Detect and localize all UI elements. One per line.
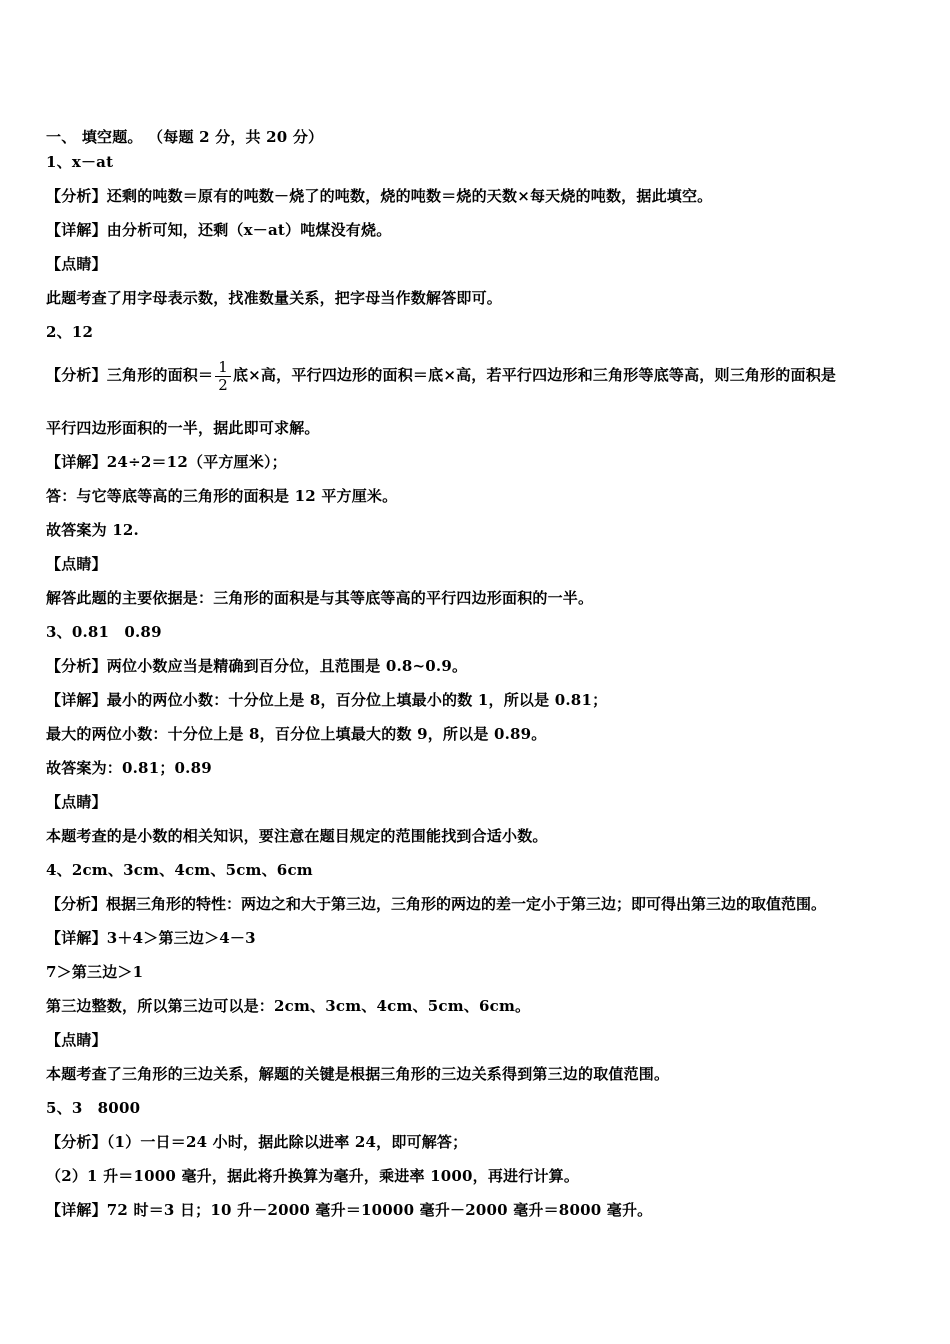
detail-3-cont: 最大的两位小数：十分位上是 8，百分位上填最大的数 9，所以是 0.89。 xyxy=(46,725,547,743)
detail-5: 【详解】72 时＝3 日；10 升－2000 毫升＝10000 毫升－2000 毫升＝8000 毫升。 xyxy=(46,1201,653,1219)
answer-1: 1、x－at xyxy=(46,153,114,171)
detail-4: 【详解】3＋4＞第三边＞4－3 xyxy=(46,929,256,947)
detail-4-result: 第三边整数，所以第三边可以是：2cm、3cm、4cm、5cm、6cm。 xyxy=(46,997,531,1015)
conclusion-3: 故答案为：0.81；0.89 xyxy=(46,759,212,777)
remark-4: 本题考查了三角形的三边关系，解题的关键是根据三角形的三边关系得到第三边的取值范围。 xyxy=(46,1065,670,1083)
analysis-2-part-b: 底×高，平行四边形的面积＝底×高，若平行四边形和三角形等底等高，则三角形的面积是 xyxy=(232,366,837,384)
analysis-2-part-a: 【分析】三角形的面积＝ xyxy=(46,366,214,384)
fraction-numerator: 1 xyxy=(215,360,231,377)
detail-4-cont: 7＞第三边＞1 xyxy=(46,963,144,981)
remark-3: 本题考查的是小数的相关知识，要注意在题目规定的范围能找到合适小数。 xyxy=(46,827,548,845)
analysis-4: 【分析】根据三角形的特性：两边之和大于第三边，三角形的两边的差一定小于第三边；即可得出第三边的取值范围。 xyxy=(46,895,827,913)
analysis-2 xyxy=(46,356,836,394)
answer-2: 2、12 xyxy=(46,323,94,341)
detail-2: 【详解】24÷2＝12（平方厘米）； xyxy=(46,453,287,471)
remark-label-3: 【点睛】 xyxy=(46,793,107,811)
analysis-5: 【分析】（1）一日＝24 小时，据此除以进率 24，即可解答； xyxy=(46,1133,468,1151)
answer-4: 4、2cm、3cm、4cm、5cm、6cm xyxy=(46,861,313,879)
fraction-one-half xyxy=(215,357,231,394)
analysis-5-cont: （2）1 升＝1000 毫升，据此将升换算为毫升，乘进率 1000，再进行计算。 xyxy=(46,1167,580,1185)
section-heading: 一、 填空题。 （每题 2 分，共 20 分） xyxy=(46,128,324,146)
analysis-3: 【分析】两位小数应当是精确到百分位，且范围是 0.8~0.9。 xyxy=(46,657,468,675)
remark-1: 此题考查了用字母表示数，找准数量关系，把字母当作数解答即可。 xyxy=(46,289,503,307)
detail-3: 【详解】最小的两位小数：十分位上是 8，百分位上填最小的数 1，所以是 0.81； xyxy=(46,691,608,709)
remark-label-1: 【点睛】 xyxy=(46,255,107,273)
reply-2: 答：与它等底等高的三角形的面积是 12 平方厘米。 xyxy=(46,487,398,505)
analysis-1: 【分析】还剩的吨数＝原有的吨数－烧了的吨数，烧的吨数＝烧的天数×每天烧的吨数，据此填空。 xyxy=(46,187,713,205)
remark-2: 解答此题的主要依据是：三角形的面积是与其等底等高的平行四边形面积的一半。 xyxy=(46,589,594,607)
remark-label-2: 【点睛】 xyxy=(46,555,107,573)
conclusion-2: 故答案为 12. xyxy=(46,521,139,539)
analysis-2-cont: 平行四边形面积的一半，据此即可求解。 xyxy=(46,419,320,437)
answer-5: 5、3 8000 xyxy=(46,1099,141,1117)
answer-3: 3、0.81 0.89 xyxy=(46,623,162,641)
remark-label-4: 【点睛】 xyxy=(46,1031,107,1049)
detail-1: 【详解】由分析可知，还剩（x－at）吨煤没有烧。 xyxy=(46,221,392,239)
fraction-denominator: 2 xyxy=(218,375,228,394)
